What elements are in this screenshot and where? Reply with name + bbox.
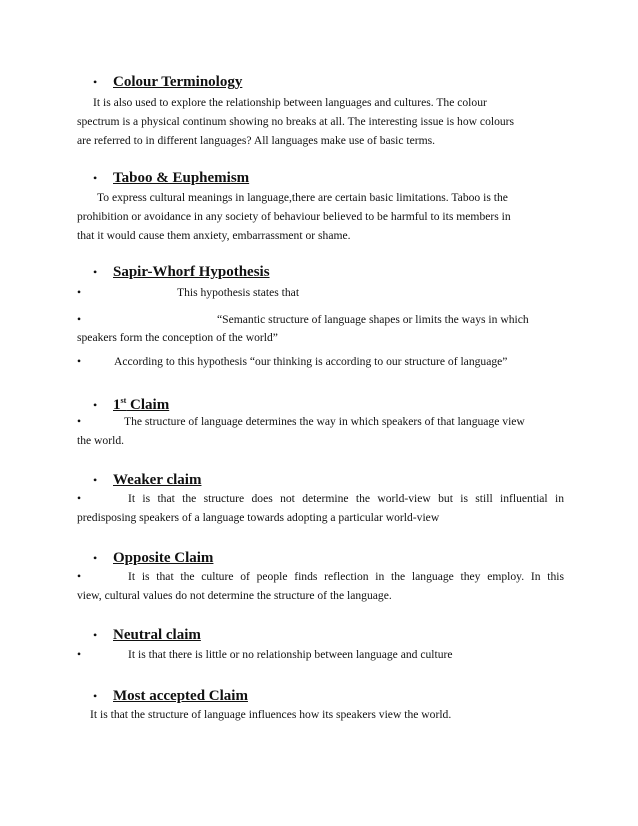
weaker-line-2: predisposing speakers of a language towards adopting a particular world-view	[77, 511, 440, 524]
bullet: •	[77, 313, 82, 326]
neutral-line-1: It is that there is little or no relationship between language and culture	[128, 648, 453, 661]
bullet: •	[77, 570, 82, 583]
bullet: •	[93, 628, 98, 642]
section-heading-most-accepted-claim: • Most accepted Claim	[93, 688, 248, 704]
bullet: •	[77, 355, 82, 368]
bullet: •	[77, 648, 82, 661]
bullet: •	[93, 265, 98, 279]
claim1-line-1: The structure of language determines the way in which speakers of that language view	[124, 415, 525, 428]
colour-line-1: It is also used to explore the relationship between languages and cultures. The colour	[93, 96, 487, 109]
colour-line-3: are referred to in different languages? All languages make use of basic terms.	[77, 134, 436, 147]
opposite-line-1: It is that the culture of people finds reflection in the language they employ. In this	[128, 570, 564, 583]
section-heading-sapir-whorf: • Sapir-Whorf Hypothesis	[93, 264, 270, 280]
sapir-bullet-2-line-2: speakers form the conception of the world”	[77, 331, 278, 344]
accepted-line-1: It is that the structure of language influences how its speakers view the world.	[90, 708, 452, 721]
sapir-bullet-3: According to this hypothesis “our thinking is according to our structure of language”	[114, 355, 508, 368]
taboo-line-3: that it would cause them anxiety, embarrassment or shame.	[77, 229, 351, 242]
section-heading-taboo-euphemism: • Taboo & Euphemism	[93, 170, 250, 186]
weaker-line-1: It is that the structure does not determine the world-view but is still influential in	[128, 492, 564, 505]
section-heading-first-claim: • 1st Claim	[93, 396, 170, 413]
bullet: •	[93, 473, 98, 487]
sapir-bullet-1: This hypothesis states that	[177, 286, 300, 299]
section-heading-neutral-claim: • Neutral claim	[93, 627, 201, 643]
section-heading-opposite-claim: • Opposite Claim	[93, 550, 214, 566]
bullet: •	[77, 286, 82, 299]
bullet: •	[77, 415, 82, 428]
sapir-bullet-2-line-1: “Semantic structure of language shapes or limits the ways in which	[217, 313, 529, 326]
bullet: •	[93, 171, 98, 185]
taboo-line-2: prohibition or avoidance in any society of behaviour believed to be harmful to its members in	[77, 210, 511, 223]
bullet: •	[93, 551, 98, 565]
opposite-line-2: view, cultural values do not determine the structure of the language.	[77, 589, 392, 602]
section-heading-weaker-claim: • Weaker claim	[93, 472, 202, 488]
colour-line-2: spectrum is a physical continum showing no breaks at all. The interesting issue is how colours	[77, 115, 515, 128]
claim1-line-2: the world.	[77, 434, 125, 447]
bullet: •	[93, 75, 98, 89]
bullet: •	[93, 689, 98, 703]
section-heading-colour-terminology: • Colour Terminology	[93, 74, 243, 90]
bullet: •	[77, 492, 82, 505]
taboo-line-1: To express cultural meanings in language,there are certain basic limitations. Taboo is the	[97, 191, 508, 204]
bullet: •	[93, 398, 98, 412]
